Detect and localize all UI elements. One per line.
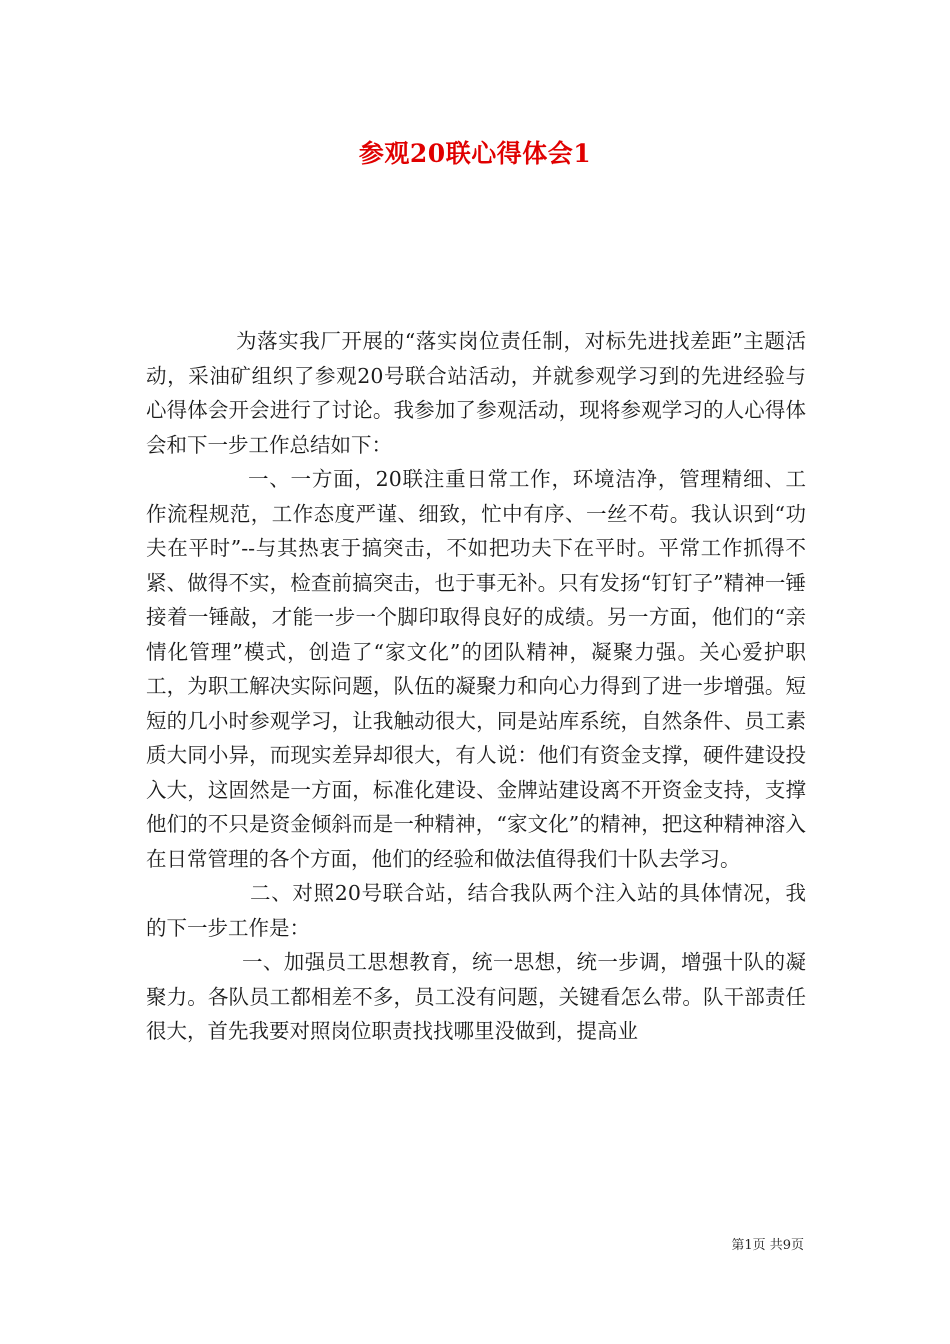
document-body (146, 324, 806, 1049)
paragraph-intro: 为落实我厂开展的“落实岗位责任制，对标先进找差距”主题活动，采油矿组织了参观20号联合站活动，并就参观学习到的先进经验与心得体会开会进行了讨论。我参加了参观活动，现将参观学习的人心得体会和下一步工作总结如下： (146, 329, 806, 457)
page-number: 第1页 共9页 (731, 1238, 804, 1253)
paragraph-work-item-one: 一、加强员工思想教育，统一思想，统一步调，增强十队的凝聚力。各队员工都相差不多，员工没有问题，关键看怎么带。队干部责任很大，首先我要对照岗位职责找找哪里没做到，提高业 (146, 950, 806, 1043)
paragraph-section-one: 一、一方面，20联注重日常工作，环境洁净，管理精细、工作流程规范，工作态度严谨、细致，忙中有序、一丝不苟。我认识到“功夫在平时”--与其热衷于搞突击，不如把功夫下在平时。平常工作抓得不紧、做得不实，检查前搞突击，也于事无补。只有发扬“钉钉子”精神一锤接着一锤敲，才能一步一个脚印取得良好的成绩。另一方面，他们的“亲情化管理”模式，创造了“家文化”的团队精神，凝聚力强。关心爱护职工，为职工解决实际问题，队伍的凝聚力和向心力得到了进一步增强。短短的几小时参观学习，让我触动很大，同是站库系统，自然条件、员工素质大同小异，而现实差异却很大，有人说：他们有资金支撑，硬件建设投入大，这固然是一方面，标准化建设、金牌站建设离不开资金支持，支撑他们的不只是资金倾斜而是一种精神，“家文化”的精神，把这种精神溶入在日常管理的各个方面，他们的经验和做法值得我们十队去学习。 (146, 467, 806, 871)
document-title: 参观20联心得体会1 (358, 139, 592, 168)
paragraph-section-two: 二、对照20号联合站，结合我队两个注入站的具体情况，我的下一步工作是： (146, 881, 806, 940)
